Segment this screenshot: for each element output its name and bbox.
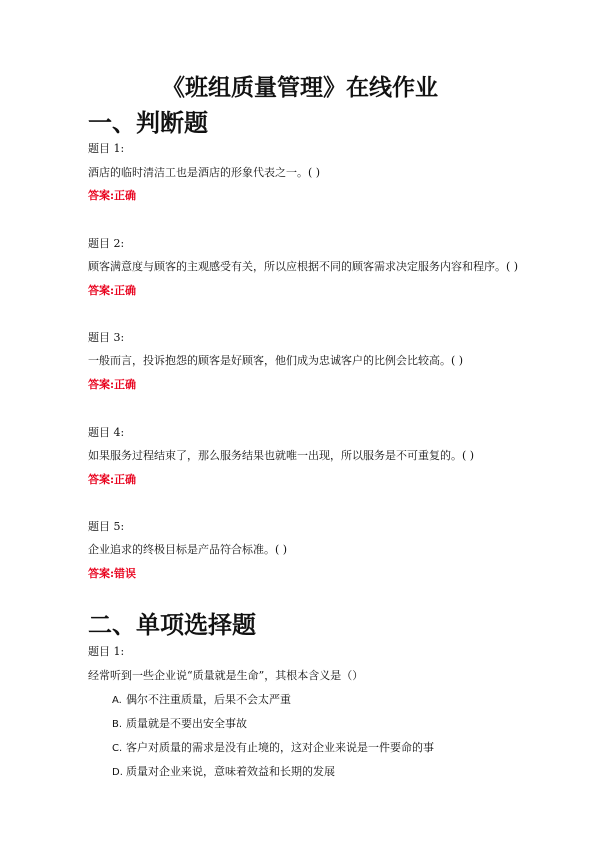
option-d	[112, 764, 335, 781]
question-label: 题目 1:	[88, 645, 125, 658]
option-a	[112, 692, 291, 709]
question-text: 经常听到一些企业说“质量就是生命”，其根本含义是（）	[88, 669, 364, 682]
option-text: 质量对企业来说，意味着效益和长期的发展	[126, 765, 335, 778]
question-answer: 答案:正确	[88, 378, 137, 391]
option-letter: A.	[112, 695, 122, 706]
question-answer: 答案:正确	[88, 284, 137, 297]
question-answer: 答案:正确	[88, 473, 137, 486]
question-answer: 答案:正确	[88, 189, 137, 202]
option-letter: D.	[112, 767, 123, 778]
option-letter: C.	[112, 743, 123, 754]
document-title: 《班组质量管理》在线作业	[162, 75, 438, 101]
option-c	[112, 740, 434, 757]
option-letter: B.	[112, 719, 123, 730]
question-label: 题目 5:	[88, 520, 125, 533]
question-text: 酒店的临时清洁工也是酒店的形象代表之一。( )	[88, 166, 321, 179]
question-text: 顾客满意度与顾客的主观感受有关，所以应根据不同的顾客需求决定服务内容和程序。( )	[88, 260, 519, 273]
option-text: 客户对质量的需求是没有止境的，这对企业来说是一件要命的事	[126, 741, 434, 754]
section-heading-true-false: 一、判断题	[88, 109, 208, 137]
question-label: 题目 3:	[88, 331, 125, 344]
option-text: 偶尔不注重质量，后果不会太严重	[126, 693, 291, 706]
question-label: 题目 2:	[88, 237, 125, 250]
option-text: 质量就是不要出安全事故	[126, 717, 247, 730]
question-label: 题目 1:	[88, 142, 125, 155]
question-text: 如果服务过程结束了，那么服务结果也就唯一出现，所以服务是不可重复的。( )	[88, 449, 475, 462]
section-heading-single-choice: 二、单项选择题	[88, 611, 256, 639]
question-label: 题目 4:	[88, 426, 125, 439]
question-answer: 答案:错误	[88, 567, 137, 580]
question-text: 一般而言，投诉抱怨的顾客是好顾客，他们成为忠诚客户的比例会比较高。( )	[88, 354, 464, 367]
option-b	[112, 716, 247, 733]
question-text: 企业追求的终极目标是产品符合标准。( )	[88, 543, 288, 556]
